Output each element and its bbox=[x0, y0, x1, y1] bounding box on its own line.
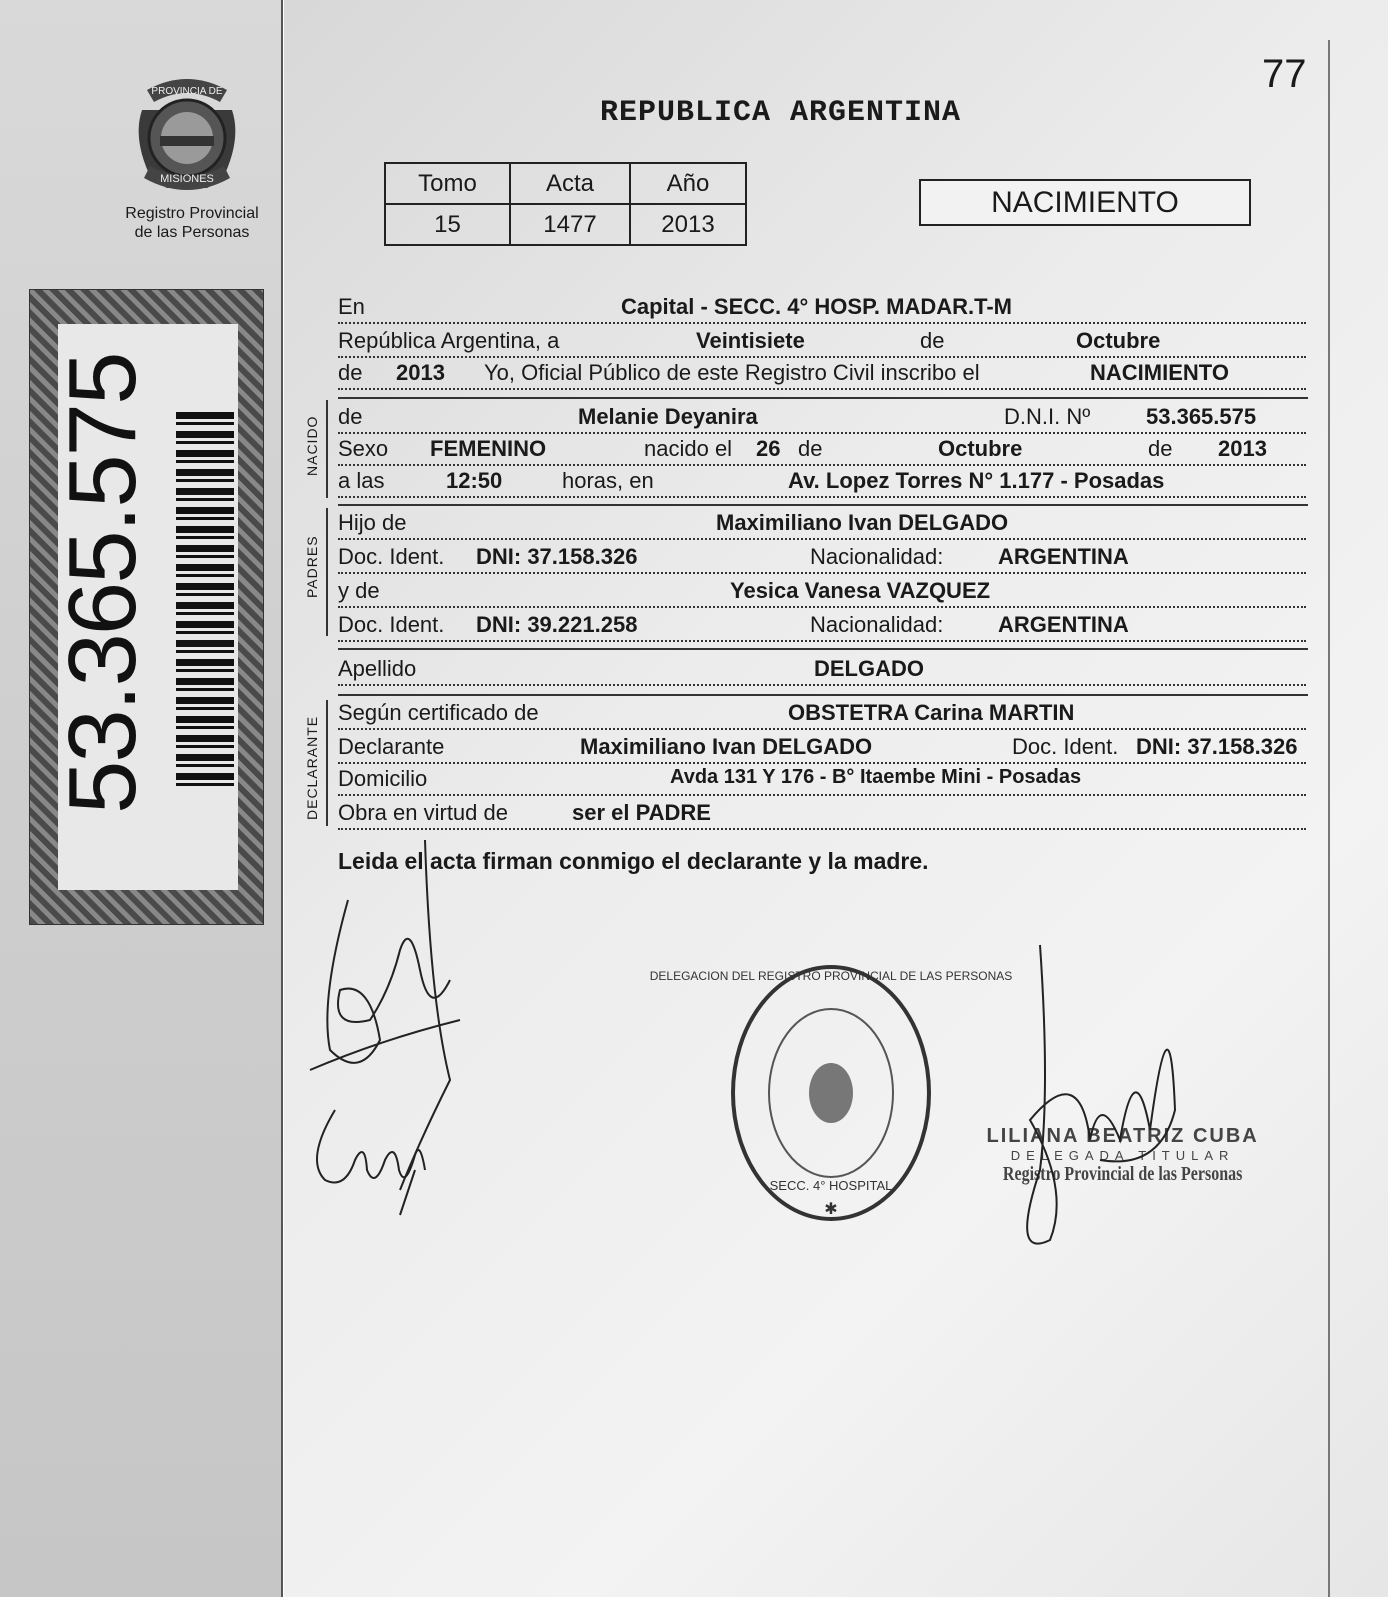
document-type: NACIMIENTO bbox=[919, 179, 1251, 226]
page-number: 77 bbox=[1262, 52, 1307, 96]
section-bar bbox=[326, 508, 328, 636]
right-border bbox=[1328, 40, 1330, 1597]
row-surname: Apellido DELGADO bbox=[338, 656, 1306, 686]
row-mother: y de Yesica Vanesa VAZQUEZ bbox=[338, 578, 1306, 608]
svg-text:✱: ✱ bbox=[824, 1201, 838, 1218]
record-table bbox=[384, 162, 747, 246]
row-place: En Capital - SECC. 4° HOSP. MADAR.T-M bbox=[338, 294, 1306, 324]
country-title: REPUBLICA ARGENTINA bbox=[600, 96, 962, 130]
row-mother-doc: Doc. Ident. DNI: 39.221.258 Nacionalidad: ARGENTINA bbox=[338, 612, 1306, 642]
section-bar bbox=[326, 400, 328, 498]
section-label-nacido: NACIDO bbox=[304, 415, 320, 476]
record-header: Acta bbox=[510, 163, 630, 204]
section-label-padres: PADRES bbox=[304, 535, 320, 598]
divider bbox=[338, 648, 1308, 650]
row-father-doc: Doc. Ident. DNI: 37.158.326 Nacionalidad: ARGENTINA bbox=[338, 544, 1306, 574]
record-header: Año bbox=[630, 163, 746, 204]
row-reason: Obra en virtud de ser el PADRE bbox=[338, 800, 1306, 830]
row-declarant: Declarante Maximiliano Ivan DELGADO Doc. Ident. DNI: 37.158.326 bbox=[338, 734, 1306, 764]
closing-statement: Leida el acta firman conmigo el declarante y la madre. bbox=[338, 848, 929, 874]
barcode bbox=[176, 412, 234, 792]
record-value: 15 bbox=[385, 204, 510, 245]
record-value: 1477 bbox=[510, 204, 630, 245]
official-org: Registro Provincial de las Personas bbox=[1002, 1163, 1243, 1185]
registry-logo bbox=[112, 70, 272, 242]
barcode-label bbox=[29, 289, 264, 925]
row-date: República Argentina, a Veintisiete de Octubre bbox=[338, 328, 1306, 358]
row-father: Hijo de Maximiliano Ivan DELGADO bbox=[338, 510, 1306, 540]
row-event: de 2013 Yo, Oficial Público de este Registro Civil inscribo el NACIMIENTO bbox=[338, 360, 1306, 390]
official-name: LILIANA BEATRIZ CUBA bbox=[986, 1125, 1259, 1147]
coat-of-arms-icon bbox=[122, 70, 252, 198]
divider bbox=[338, 397, 1308, 399]
row-sex-birth: Sexo FEMENINO nacido el 26 de Octubre de 2013 bbox=[338, 436, 1306, 466]
mother-signature bbox=[305, 1100, 445, 1220]
row-address: Domicilio Avda 131 Y 176 - B° Itaembe Mini - Posadas bbox=[338, 766, 1306, 796]
divider bbox=[338, 694, 1308, 696]
section-bar bbox=[326, 700, 328, 826]
dni-stub-number: 53.365.575 bbox=[49, 353, 156, 814]
svg-text:SECC. 4° HOSPITAL: SECC. 4° HOSPITAL bbox=[769, 1178, 893, 1193]
row-time-place: a las 12:50 horas, en Av. Lopez Torres N° 1.177 - Posadas bbox=[338, 468, 1306, 498]
official-role: DELEGADA TITULAR bbox=[1010, 1148, 1235, 1163]
divider bbox=[338, 504, 1308, 506]
svg-text:PROVINCIA DE: PROVINCIA DE bbox=[151, 86, 223, 97]
svg-text:MISIONES: MISIONES bbox=[160, 173, 214, 185]
section-label-declarante: DECLARANTE bbox=[304, 715, 320, 820]
row-certificate: Según certificado de OBSTETRA Carina MARTIN bbox=[338, 700, 1306, 730]
record-value: 2013 bbox=[630, 204, 746, 245]
record-header: Tomo bbox=[385, 163, 510, 204]
row-child-name: de Melanie Deyanira D.N.I. Nº 53.365.575 bbox=[338, 404, 1306, 434]
svg-text:DELEGACION DEL REGISTRO PROVIN: DELEGACION DEL REGISTRO PROVINCIAL DE LAS PERSONAS bbox=[649, 969, 1013, 983]
registry-name: Registro Provincial de las Personas bbox=[125, 205, 259, 241]
coat-of-arms-icon bbox=[809, 1063, 853, 1123]
official-signature bbox=[1010, 940, 1210, 1260]
official-stamp bbox=[649, 960, 1013, 1226]
